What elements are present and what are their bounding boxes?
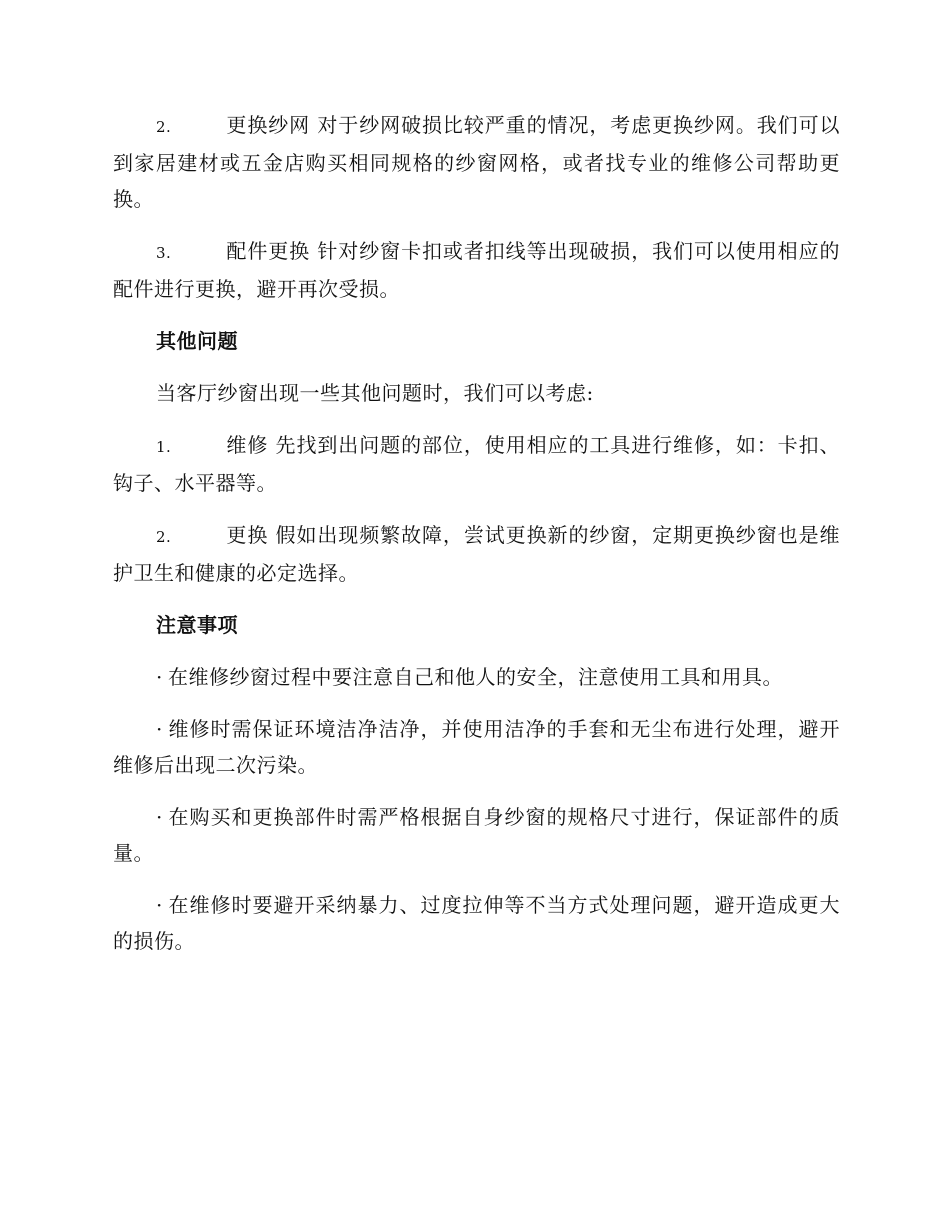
bullet-icon: · bbox=[156, 893, 163, 917]
list-item-repair bbox=[113, 427, 840, 501]
section-heading-notes: 注意事项 bbox=[156, 613, 238, 637]
bullet-icon: · bbox=[156, 717, 163, 741]
note-text: 在维修时要避开采纳暴力、过度拉伸等不当方式处理问题，避开造成更大的损伤。 bbox=[113, 893, 840, 953]
note-text: 维修时需保证环境洁净洁净，并使用洁净的手套和无尘布进行处理，避开维修后出现二次污染。 bbox=[113, 717, 840, 777]
document-page bbox=[113, 107, 840, 975]
note-text: 在维修纱窗过程中要注意自己和他人的安全，注意使用工具和用具。 bbox=[168, 665, 783, 689]
list-item-replace-screen bbox=[113, 107, 840, 217]
section-heading-other-issues: 其他问题 bbox=[156, 329, 238, 353]
section-intro: 当客厅纱窗出现一些其他问题时，我们可以考虑: bbox=[156, 381, 594, 405]
list-item-text: 先找到出问题的部位，使用相应的工具进行维修，如：卡扣、钩子、水平器等。 bbox=[113, 433, 841, 495]
list-item-text: 假如出现频繁故障，尝试更换新的纱窗，定期更换纱窗也是维护卫生和健康的必定选择。 bbox=[113, 523, 841, 585]
note-item bbox=[113, 659, 840, 695]
list-item-lead: 维修 bbox=[226, 433, 269, 457]
list-item-replace bbox=[113, 517, 840, 591]
list-item-lead: 更换 bbox=[226, 523, 269, 547]
note-item bbox=[113, 887, 840, 959]
list-number: 2. bbox=[156, 118, 172, 136]
note-item bbox=[113, 799, 840, 871]
bullet-icon: · bbox=[156, 665, 163, 689]
list-item-replace-parts bbox=[113, 233, 840, 307]
list-item-text: 针对纱窗卡扣或者扣线等出现破损，我们可以使用相应的配件进行更换，避开再次受损。 bbox=[113, 239, 841, 301]
list-item-lead: 更换纱网 bbox=[226, 113, 311, 137]
list-item-lead: 配件更换 bbox=[226, 239, 311, 263]
bullet-icon: · bbox=[156, 805, 163, 829]
note-item bbox=[113, 711, 840, 783]
list-number: 2. bbox=[156, 528, 172, 546]
list-number: 3. bbox=[156, 244, 172, 262]
list-item-text: 对于纱网破损比较严重的情况，考虑更换纱网。我们可以到家居建材或五金店购买相同规格的纱窗网格，或者找专业的维修公司帮助更换。 bbox=[113, 113, 841, 211]
list-number: 1. bbox=[156, 438, 172, 456]
note-text: 在购买和更换部件时需严格根据自身纱窗的规格尺寸进行，保证部件的质量。 bbox=[113, 805, 840, 865]
